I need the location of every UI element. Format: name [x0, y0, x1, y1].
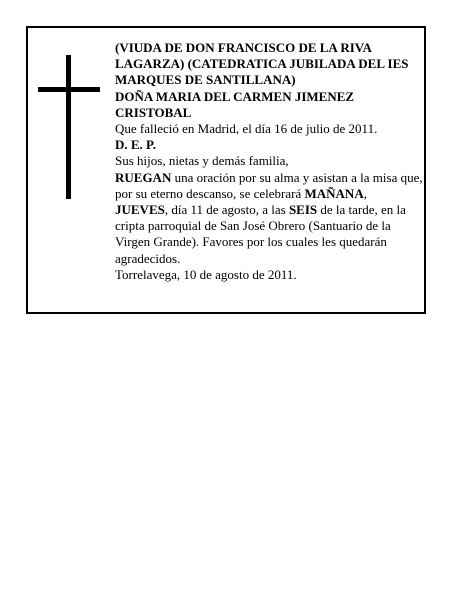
death-statement: Que falleció en Madrid, el día 16 de julio de 2011.: [115, 121, 378, 137]
mass-request: [115, 170, 423, 267]
notice-header: (VIUDA DE DON FRANCISCO DE LA RIVA LAGARZA) (CATEDRATICA JUBILADA DEL IES MARQUES DE SANTILLANA): [115, 40, 409, 88]
request-text-2: , día 11 de agosto, a las: [164, 202, 289, 218]
hour-seis: SEIS: [288, 202, 318, 218]
family-line: Sus hijos, nietas y demás familia,: [115, 153, 289, 169]
day-manana: MAÑANA: [304, 185, 364, 201]
dep-line: D. E. P.: [115, 137, 157, 153]
obituary-notice: [26, 26, 426, 314]
request-text-3: de la tarde, en la cripta parroquial de San José Obrero (Santuario de la Virgen Grande). Favores por los cuales les quedarán agradecidos.: [115, 202, 406, 266]
cross-horizontal-bar: [38, 87, 100, 92]
cross-icon: [38, 55, 100, 199]
request-comma: ,: [363, 185, 367, 201]
day-jueves: JUEVES: [115, 202, 165, 218]
notice-text: [115, 40, 423, 283]
place-date: Torrelavega, 10 de agosto de 2011.: [115, 266, 297, 282]
request-text-1: una oración por su alma y asistan a la misa que, por su eterno descanso, se celebrará: [115, 169, 423, 201]
deceased-name: DOÑA MARIA DEL CARMEN JIMENEZ CRISTOBAL: [115, 88, 355, 120]
request-keyword: RUEGAN: [115, 169, 172, 185]
cross-vertical-bar: [66, 55, 71, 199]
